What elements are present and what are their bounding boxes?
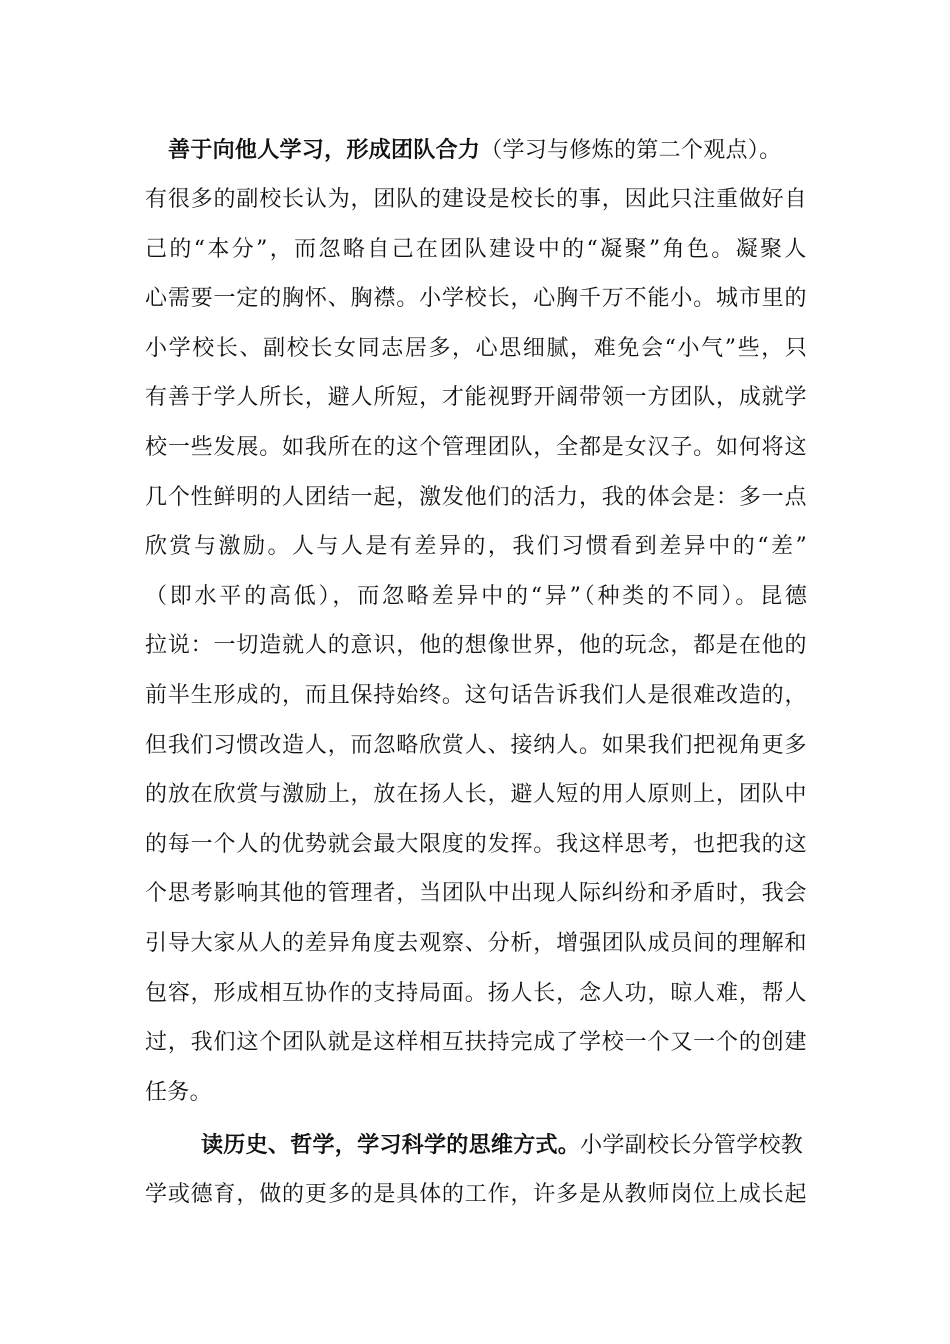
paragraph-line: 个思考影响其他的管理者，当团队中出现人际纠纷和矛盾时，我会 [145,881,808,907]
paragraph1-heading: 善于向他人学习，形成团队合力 [168,138,481,163]
paragraph-line: 有善于学人所长，避人所短，才能视野开阔带领一方团队，成就学 [145,385,808,411]
paragraph-line: 校一些发展。如我所在的这个管理团队，全都是女汉子。如何将这 [145,435,808,460]
paragraph-line: 小学校长、副校长女同志居多，心思细腻，难免会“小气”些，只 [145,335,809,361]
paragraph2-heading: 读历史、哲学，学习科学的思维方式。 [201,1133,581,1158]
paragraph-line: 拉说：一切造就人的意识，他的想像世界，他的玩念，都是在他的 [145,633,808,659]
paragraph-line: 引导大家从人的差异角度去观察、分析，增强团队成员间的理解和 [145,931,808,956]
paragraph-line: 的放在欣赏与激励上，放在扬人长，避人短的用人原则上，团队中 [145,782,808,808]
paragraph-line: 学或德育，做的更多的是具体的工作，许多是从教师岗位上成长起 [145,1182,808,1207]
paragraph2-heading-tail: 小学副校长分管学校教 [580,1133,804,1158]
paragraph-line: 欣赏与激励。人与人是有差异的，我们习惯看到差异中的“差” [145,534,810,560]
paragraph2-first-line [201,1131,803,1161]
paragraph-line: 任务。 [145,1079,212,1105]
paragraph-line: 包容，形成相互协作的支持局面。扬人长，念人功，晾人难，帮人 [145,980,808,1006]
paragraph-line: 几个性鲜明的人团结一起，激发他们的活力，我的体会是：多一点 [145,484,808,510]
paragraph-line: 但我们习惯改造人，而忽略欣赏人、接纳人。如果我们把视角更多 [145,732,808,758]
paragraph-line: 有很多的副校长认为，团队的建设是校长的事，因此只注重做好自 [145,187,808,212]
paragraph1-first-line [168,136,781,166]
paragraph-line: 心需要一定的胸怀、胸襟。小学校长，心胸千万不能小。城市里的 [145,286,808,312]
paragraph-line: 的每一个人的优势就会最大限度的发挥。我这样思考，也把我的这 [145,831,808,857]
paragraph-line: 前半生形成的，而且保持始终。这句话告诉我们人是很难改造的， [145,683,808,708]
paragraph-line: 过，我们这个团队就是这样相互扶持完成了学校一个又一个的创建 [145,1030,808,1056]
paragraph-line: （即水平的高低），而忽略差异中的“异”（种类的不同）。昆德 [145,583,810,609]
paragraph-line: 己的“本分”，而忽略自己在团队建设中的“凝聚”角色。凝聚人 [145,236,809,262]
paragraph1-heading-note: （学习与修炼的第二个观点）。 [480,138,782,163]
